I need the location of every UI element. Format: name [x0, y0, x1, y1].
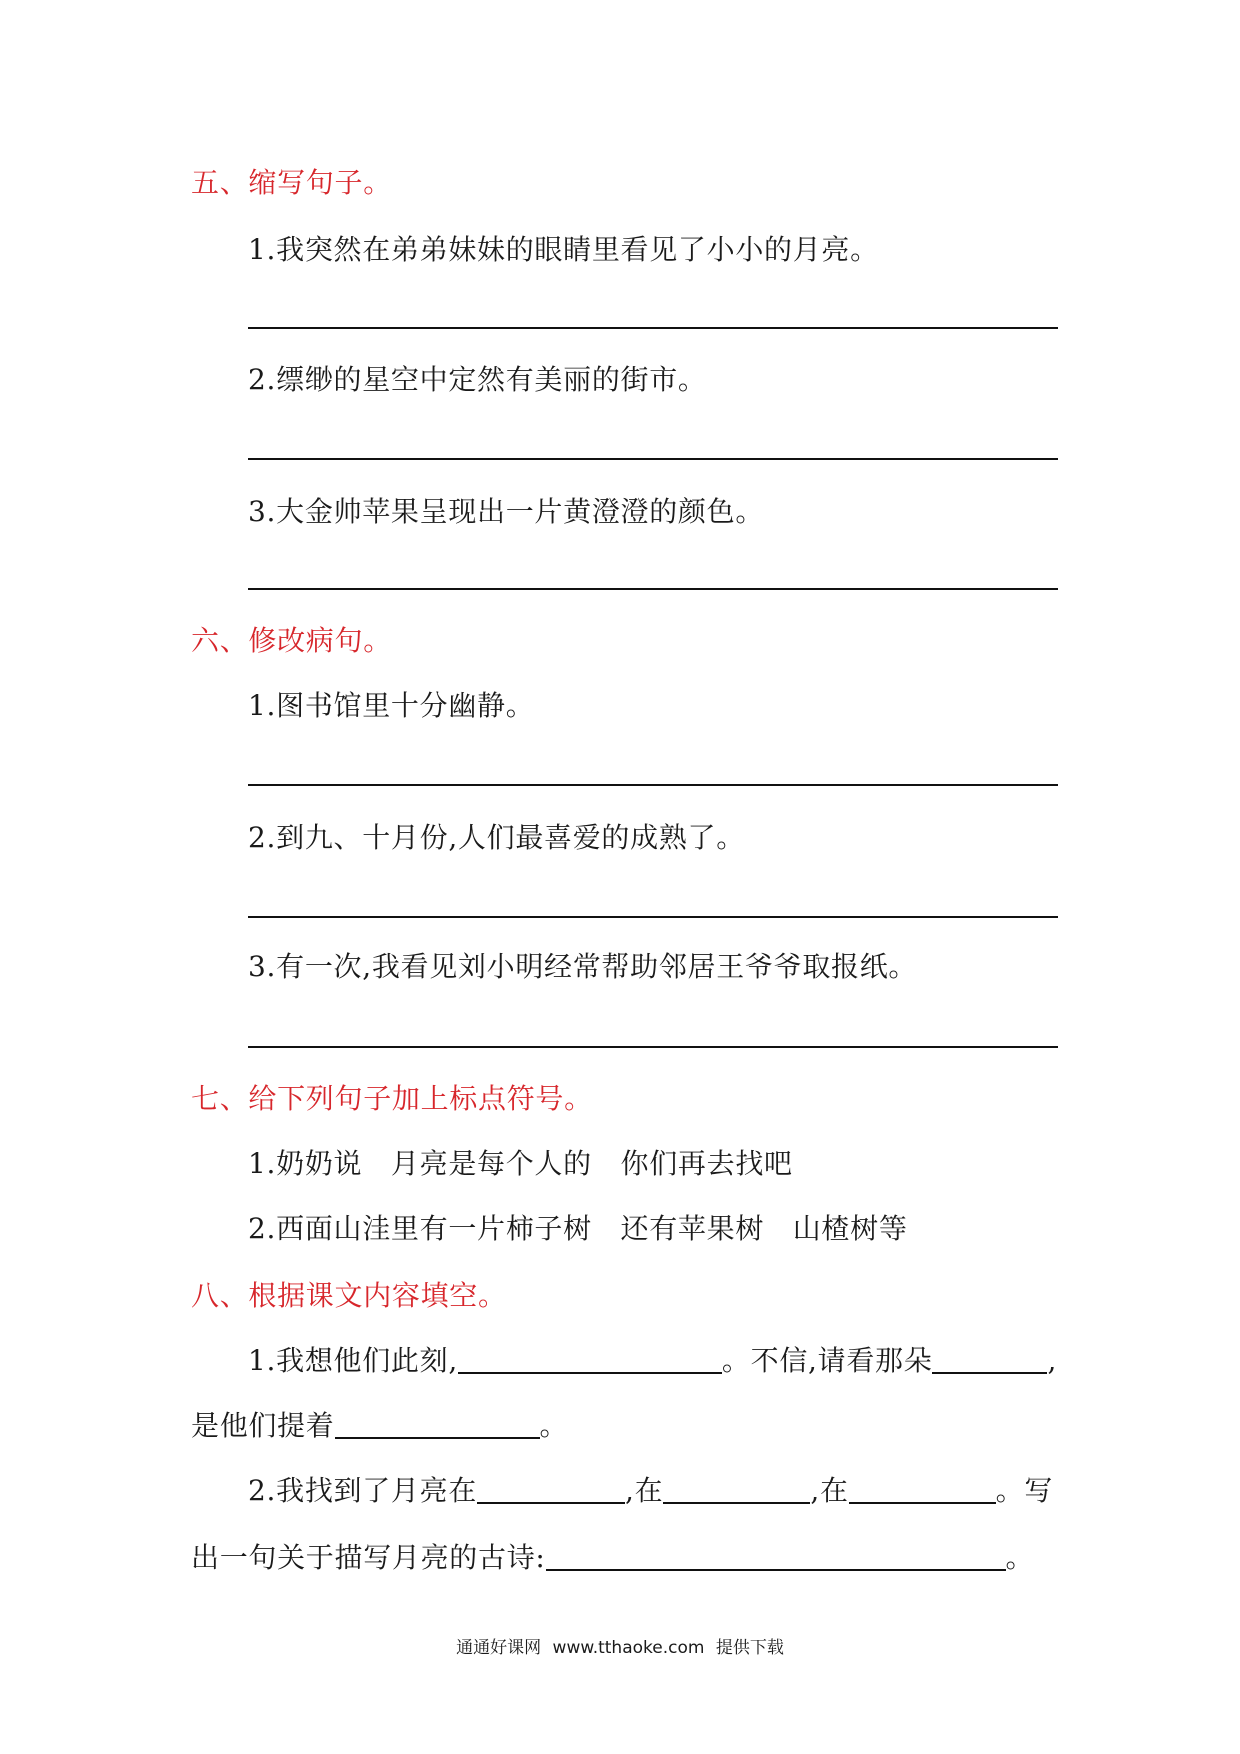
- answer-line-6-3: [248, 1046, 1058, 1048]
- question-8-1-text: 是他们提着: [191, 1409, 335, 1442]
- question-8-2-text: 出一句关于描写月亮的古诗:: [191, 1541, 546, 1574]
- question-6-2: 2.到九、十月份,人们最喜爱的成熟了。: [248, 821, 745, 854]
- answer-line-5-3: [248, 588, 1058, 590]
- question-8-1-line-1: [248, 1341, 1057, 1381]
- question-8-1-line-2: [191, 1406, 568, 1446]
- question-8-2-line-1: [248, 1471, 1053, 1511]
- question-8-2-text: 2.我找到了月亮在: [248, 1474, 478, 1507]
- question-6-3: 3.有一次,我看见刘小明经常帮助邻居王爷爷取报纸。: [248, 950, 918, 983]
- section-heading-7: 七、给下列句子加上标点符号。: [191, 1082, 593, 1115]
- fill-blank: [546, 1539, 1006, 1571]
- question-8-1-text: ,: [1047, 1344, 1058, 1377]
- question-8-2-text: ,在: [625, 1474, 664, 1507]
- question-5-2: 2.缥缈的星空中定然有美丽的街市。: [248, 363, 707, 396]
- fill-blank: [477, 1472, 625, 1504]
- fill-blank: [663, 1472, 810, 1504]
- section-heading-8: 八、根据课文内容填空。: [191, 1279, 507, 1312]
- answer-line-5-1: [248, 327, 1058, 329]
- fill-blank: [335, 1407, 540, 1439]
- page-footer: 通通好课网 www.tthaoke.com 提供下载: [456, 1638, 784, 1658]
- question-8-1-text: 。: [539, 1409, 569, 1442]
- fill-blank: [458, 1342, 722, 1374]
- section-heading-6: 六、修改病句。: [191, 624, 392, 657]
- question-8-1-text: 1.我想他们此刻,: [248, 1344, 458, 1377]
- fill-blank: [932, 1342, 1047, 1374]
- question-8-2-text: 。: [1005, 1541, 1035, 1574]
- question-7-2: 2.西面山洼里有一片柿子树 还有苹果树 山楂树等: [248, 1212, 908, 1245]
- answer-line-6-2: [248, 916, 1058, 918]
- fill-blank: [849, 1472, 996, 1504]
- question-8-2-text: ,在: [810, 1474, 849, 1507]
- question-8-2-line-2: [191, 1538, 1034, 1578]
- question-5-1: 1.我突然在弟弟妹妹的眼睛里看见了小小的月亮。: [248, 233, 879, 266]
- question-8-1-text: 。不信,请看那朵: [721, 1344, 933, 1377]
- section-heading-5: 五、缩写句子。: [191, 166, 392, 199]
- question-7-1: 1.奶奶说 月亮是每个人的 你们再去找吧: [248, 1147, 793, 1180]
- answer-line-5-2: [248, 458, 1058, 460]
- question-8-2-text: 。写: [995, 1474, 1054, 1507]
- answer-line-6-1: [248, 784, 1058, 786]
- question-5-3: 3.大金帅苹果呈现出一片黄澄澄的颜色。: [248, 495, 765, 528]
- question-6-1: 1.图书馆里十分幽静。: [248, 689, 535, 722]
